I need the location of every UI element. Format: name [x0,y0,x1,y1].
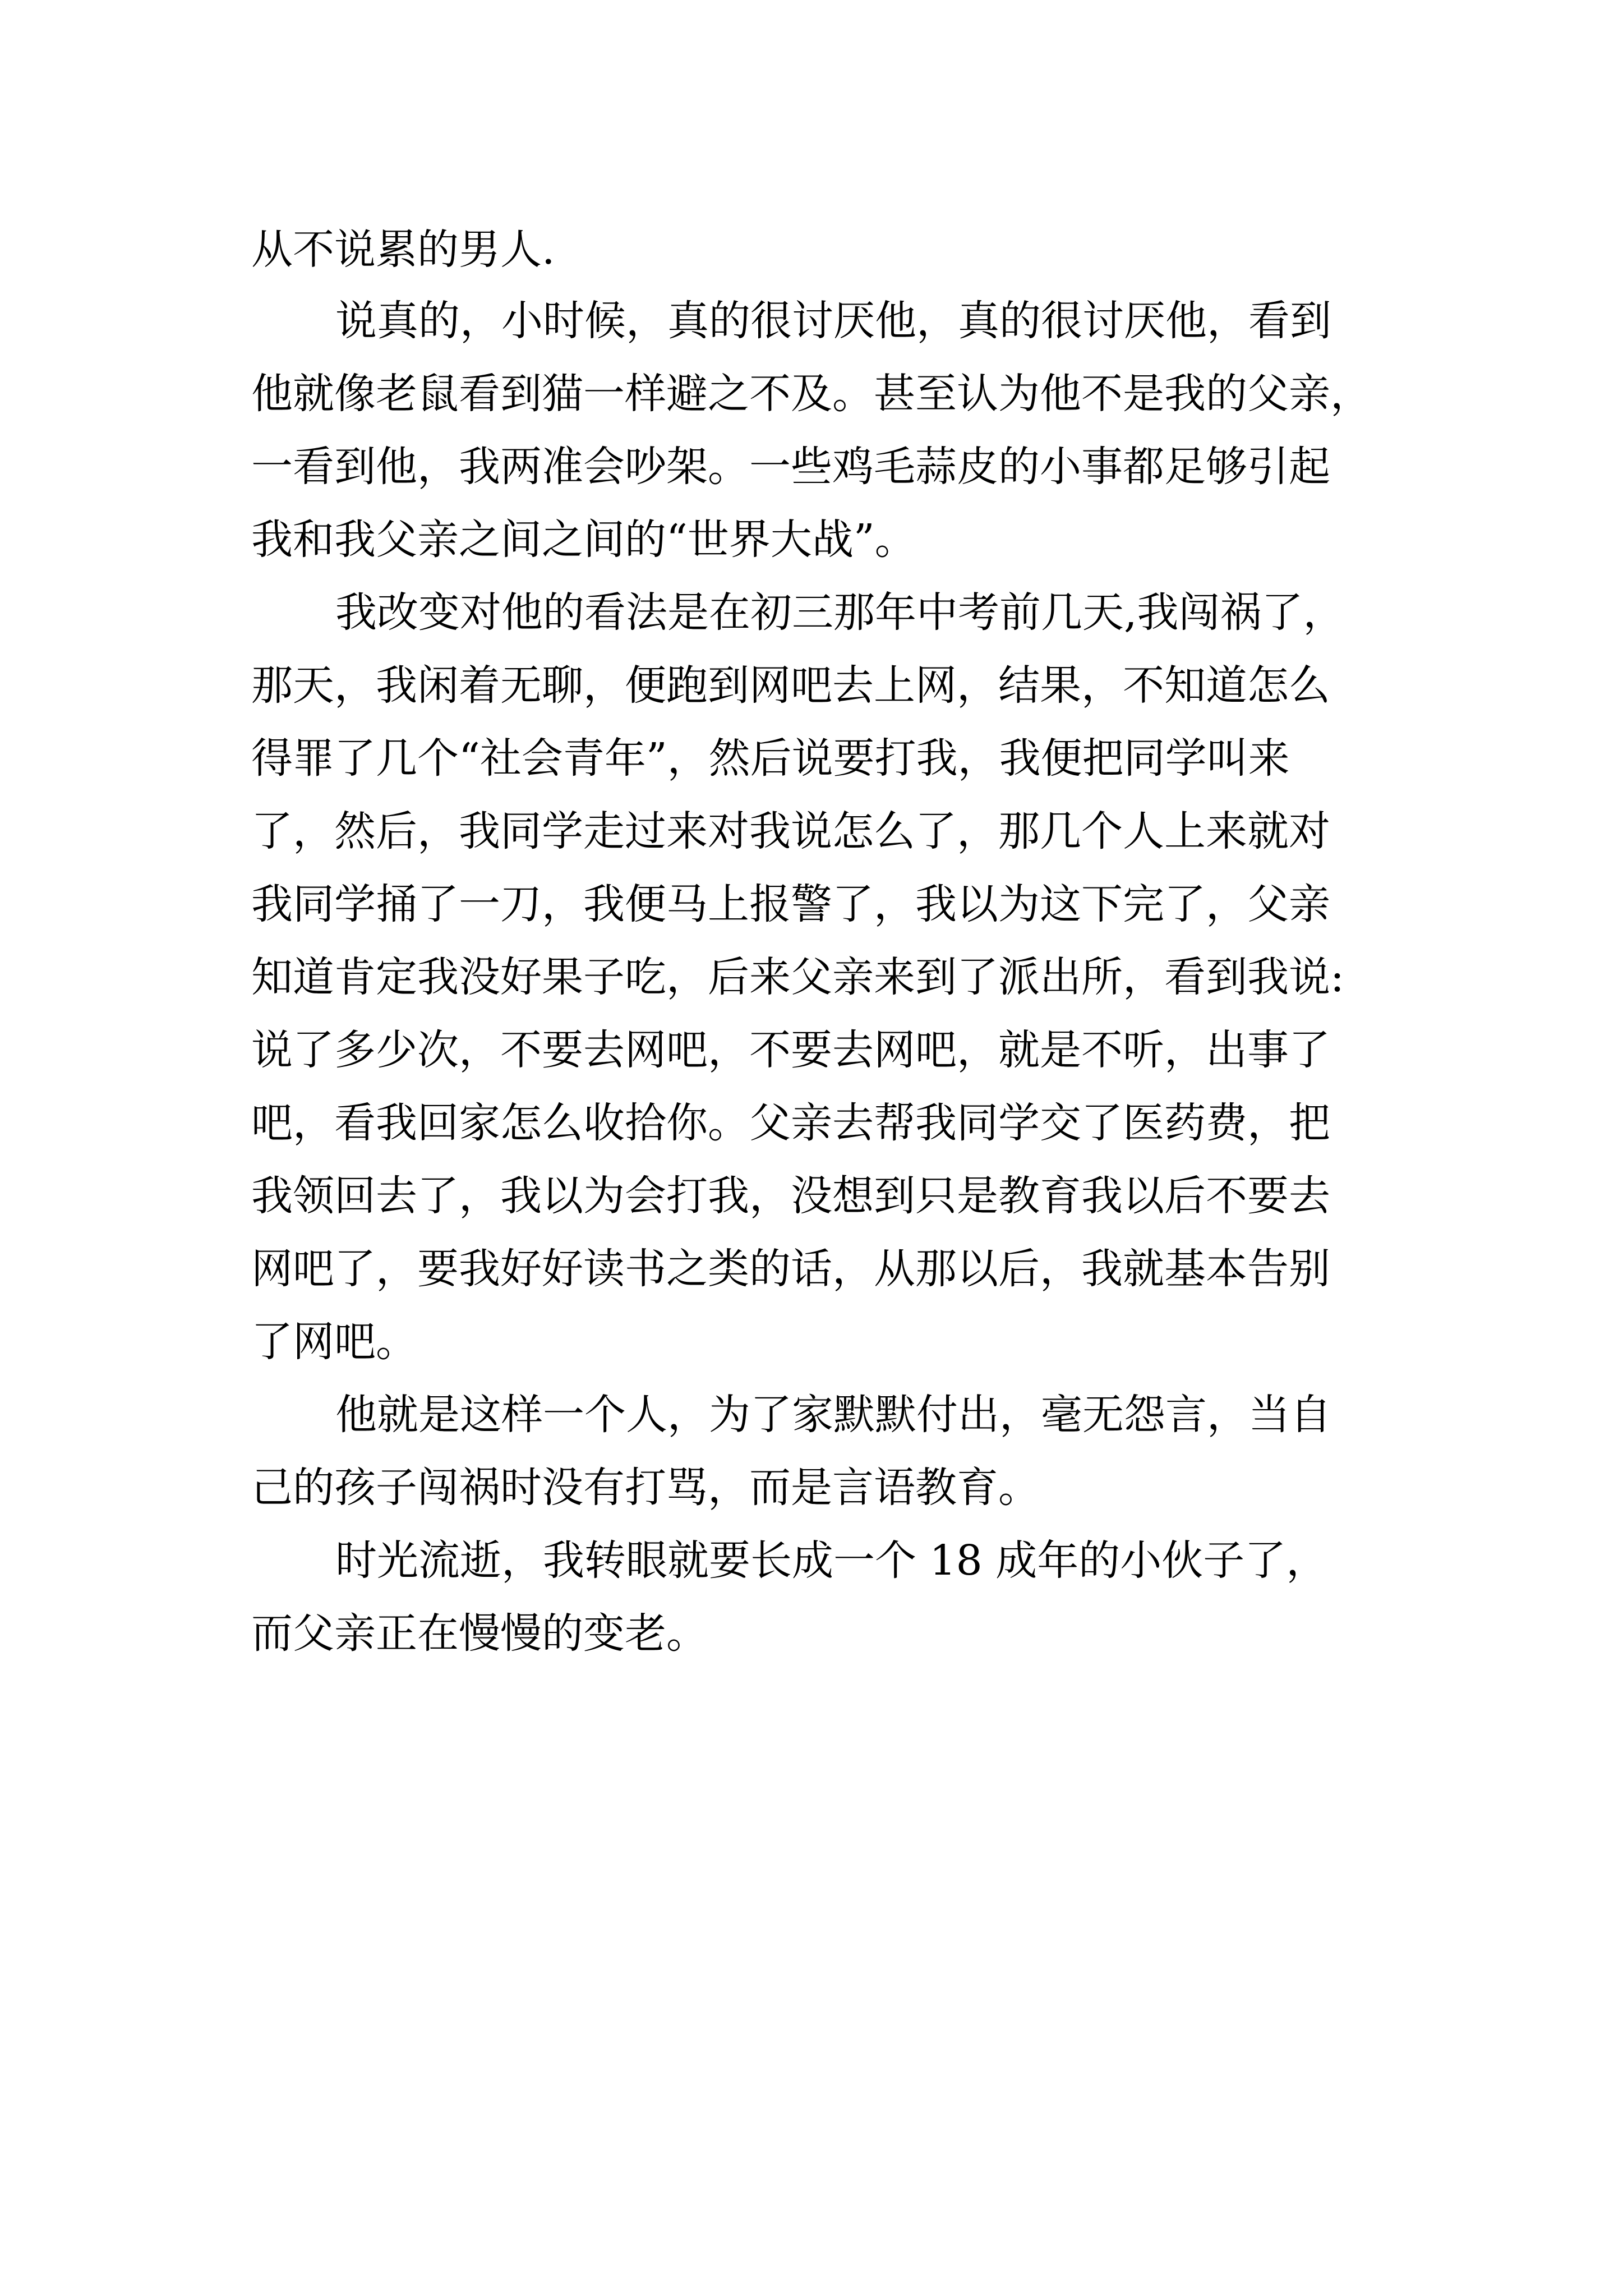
text-line: 我同学捅了一刀，我便马上报警了，我以为这下完了，父亲 [251,880,1330,928]
text-line: 说了多少次，不要去网吧，不要去网吧，就是不听，出事了 [251,1026,1330,1074]
text-line: 从不说累的男人. [251,226,555,274]
text-line: 那天，我闲着无聊，便跑到网吧去上网，结果，不知道怎么 [251,661,1330,710]
text-line: 时光流逝，我转眼就要长成一个 18 成年的小伙子了， [335,1536,1328,1585]
text-line: 一看到他，我两准会吵架。一些鸡毛蒜皮的小事都足够引起 [251,443,1330,491]
text-line: 得罪了几个“社会青年”，然后说要打我，我便把同学叫来 [251,734,1290,783]
text-line: 我领回去了，我以为会打我，没想到只是教育我以后不要去 [251,1172,1330,1220]
text-line: 网吧了，要我好好读书之类的话，从那以后，我就基本告别 [251,1245,1330,1293]
text-line: 而父亲正在慢慢的变老。 [251,1609,708,1658]
text-line: 我改变对他的看法是在初三那年中考前几天,我闯祸了， [335,588,1345,637]
text-line: 他就像老鼠看到猫一样避之不及。甚至认为他不是我的父亲， [251,370,1372,418]
text-line: 了网吧。 [251,1318,417,1366]
text-line: 了，然后，我同学走过来对我说怎么了，那几个人上来就对 [251,807,1330,855]
text-line: 我和我父亲之间之间的“世界大战”。 [251,516,916,564]
text-line: 知道肯定我没好果子吃，后来父亲来到了派出所，看到我说: [251,953,1344,1001]
text-line: 他就是这样一个人，为了家默默付出，毫无怨言，当自 [335,1391,1331,1439]
text-line: 吧，看我回家怎么收拾你。父亲去帮我同学交了医药费，把 [251,1099,1330,1147]
text-line: 己的孩子闯祸时没有打骂，而是言语教育。 [251,1464,1040,1512]
text-line: 说真的，小时候，真的很讨厌他，真的很讨厌他，看到 [335,297,1331,345]
